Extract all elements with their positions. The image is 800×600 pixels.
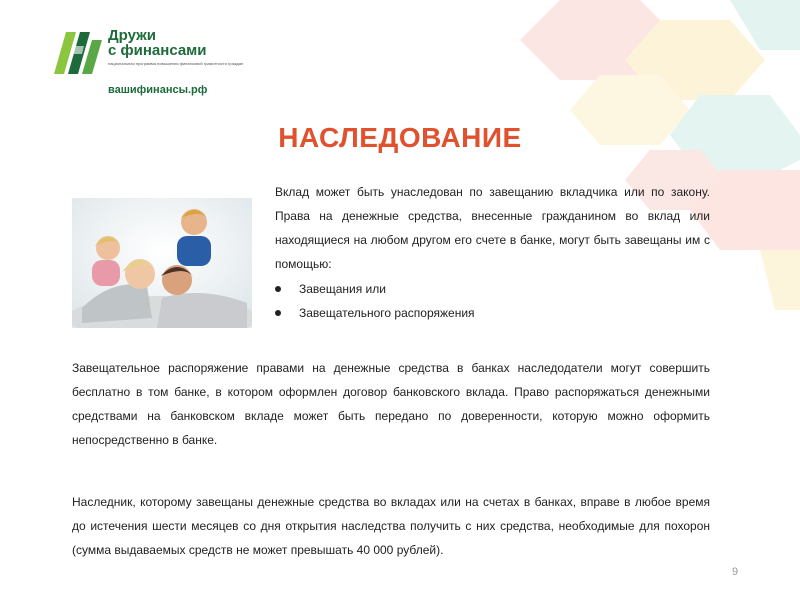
- bullet-icon: [275, 286, 281, 292]
- page-number: 9: [732, 566, 739, 578]
- paragraph-testamentary-disposition: Завещательное распоряжение правами на денежные средства в банках наследодатели могут совершить бесплатно в том банке, в котором оформлен договор банковского вклада. Право распоряжаться денежными средствами на банковском вкладе может быть передано по доверенности, которую можно оформить непосредственно в банке.: [72, 361, 710, 447]
- logo-title: [108, 28, 207, 58]
- intro-text: Вклад может быть унаследован по завещанию вкладчика или по закону. Права на денежные средства, внесенные гражданином во вклад или находящиеся на любом другом его счете в банке, могут быть завещаны им с помощью:: [275, 185, 710, 271]
- logo-mark-icon: [54, 32, 102, 74]
- bullet-icon: [275, 310, 281, 316]
- logo-title-line1: Дружи: [108, 27, 157, 44]
- slide-title: НАСЛЕДОВАНИЕ: [278, 122, 522, 153]
- paragraph-funeral-funds: Наследник, которому завещаны денежные средства во вкладах или на счетах в банках, вправе в любое время до истечения шести месяцев со дня открытия наследства получить с них средства, необходимые для похорон (сумма выдаваемых средств не может превышать 40 000 рублей).: [72, 495, 710, 557]
- logo-tagline: национальная программа повышения финансовой грамотности граждан: [108, 61, 244, 66]
- bullet-text: Завещания или: [299, 282, 386, 296]
- family-photo-icon: [72, 198, 252, 328]
- bullet-text: Завещательного распоряжения: [299, 306, 475, 320]
- logo-title-line2: с финансами: [108, 42, 207, 59]
- list-item: [275, 277, 710, 301]
- bullet-list: [275, 277, 710, 325]
- list-item: [275, 301, 710, 325]
- logo: [54, 27, 244, 98]
- logo-url: вашифинансы.рф: [108, 84, 208, 96]
